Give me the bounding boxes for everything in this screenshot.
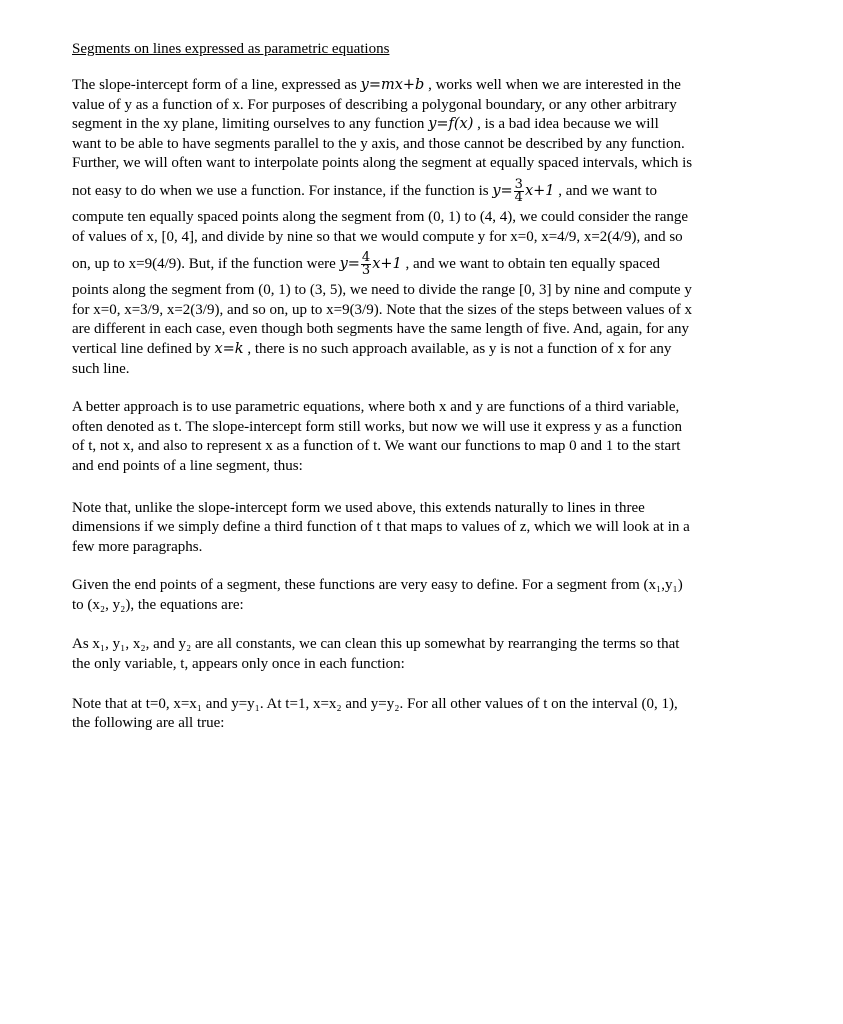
p1-line9b: , and we want to obtain ten equally spaced	[405, 256, 661, 273]
p4-line2: to (x₂, y₂), the equations are:	[72, 596, 244, 613]
p1-line1a: The slope-intercept form of a line, expressed as	[72, 77, 357, 93]
p2-line2: often denoted as t. The slope-intercept form still works, but now we will use it express y as a function	[72, 418, 683, 435]
func2-prefix: y=	[339, 256, 360, 273]
paragraph-4	[72, 576, 772, 615]
p1-line12: are different in each case, even though both segments have the same length of five. And, again, for any	[72, 321, 690, 338]
p1-line10: points along the segment from (0, 1) to (3, 5), we need to divide the range [0, 3] by nine and compute y	[72, 282, 692, 299]
p2-line4: and end points of a line segment, thus:	[72, 457, 303, 474]
p1-line6a: not easy to do when we use a function. For instance, if the function is	[72, 182, 489, 199]
p1-line6b: , and we want to	[558, 182, 657, 199]
p1-line4: want to be able to have segments parallel to the y axis, and those cannot be described by any function.	[72, 135, 685, 152]
p1-line3a: segment in the xy plane, limiting ourselves to any function	[72, 116, 425, 133]
p1-line13a: vertical line defined by	[72, 340, 211, 357]
p2-line3: of t, not x, and also to represent x as a function of t. We want our functions to map 0 and 1 to the start	[72, 438, 681, 455]
vertical-line-formula: x=k	[214, 340, 244, 357]
p1-line2: value of y as a function of x. For purposes of describing a polygonal boundary, or any other arbitrary	[72, 96, 677, 113]
p4-line1: Given the end points of a segment, these functions are very easy to define. For a segment from (x₁,y₁)	[72, 577, 683, 594]
p5-line1: As x₁, y₁, x₂, and y₂ are all constants, we can clean this up somewhat by rearranging the terms so that	[72, 636, 680, 653]
paragraph-2	[72, 398, 772, 476]
paragraph-6	[72, 695, 772, 734]
p6-line1: Note that at t=0, x=x₁ and y=y₁. At t=1, x=x₂ and y=y₂. For all other values of t on the interval (0, 1),	[72, 695, 678, 712]
paragraph-1	[72, 76, 772, 379]
frac2-numerator: 4	[361, 250, 371, 266]
paragraph-3	[72, 499, 772, 558]
section-title: Segments on lines expressed as parametric equations	[72, 41, 390, 57]
func2-suffix: x+1	[372, 256, 402, 273]
p1-line3b: , is a bad idea because we will	[477, 116, 659, 133]
frac1-numerator: 3	[514, 177, 523, 193]
p3-line1: Note that, unlike the slope-intercept form we used above, this extends naturally to lines in three	[72, 499, 645, 516]
p2-line1: A better approach is to use parametric equations, where both x and y are functions of a third variable,	[72, 399, 680, 416]
func1-prefix: y=	[492, 182, 513, 199]
frac2-denominator: 3	[361, 263, 371, 279]
p1-line8: of values of x, [0, 4], and divide by nine so that we would compute y for x=0, x=4/9, x=2(4/9), and so	[72, 228, 683, 245]
p1-line11: for x=0, x=3/9, x=2(3/9), and so on, up to x=9(3/9). Note that the sizes of the steps between values of x	[72, 301, 692, 318]
paragraph-5	[72, 635, 772, 674]
document-page	[72, 40, 772, 734]
p1-line14: such line.	[72, 360, 130, 377]
p1-line7: compute ten equally spaced points along the segment from (0, 1) to (4, 4), we could consider the range	[72, 208, 689, 225]
frac1-denominator: 4	[514, 190, 523, 206]
p1-line1b: , works well when we are interested in the	[428, 77, 681, 93]
p3-line3: few more paragraphs.	[72, 538, 203, 555]
p1-line13b: , there is no such approach available, as y is not a function of x for any	[247, 340, 672, 357]
fraction-three-quarters	[514, 179, 524, 204]
generic-function-formula: y=f(x)	[428, 116, 474, 133]
p1-line5: Further, we will often want to interpolate points along the segment at equally spaced intervals, which is	[72, 155, 693, 172]
slope-intercept-formula: y=mx+b	[360, 77, 425, 93]
p1-line9a: on, up to x=9(4/9). But, if the function were	[72, 256, 336, 273]
p5-line2: the only variable, t, appears only once in each function:	[72, 656, 405, 673]
fraction-four-thirds	[361, 252, 371, 277]
func1-suffix: x+1	[524, 182, 555, 199]
p3-line2: dimensions if we simply define a third function of t that maps to values of z, which we will look at in a	[72, 519, 690, 536]
p6-line2: the following are all true:	[72, 715, 225, 732]
